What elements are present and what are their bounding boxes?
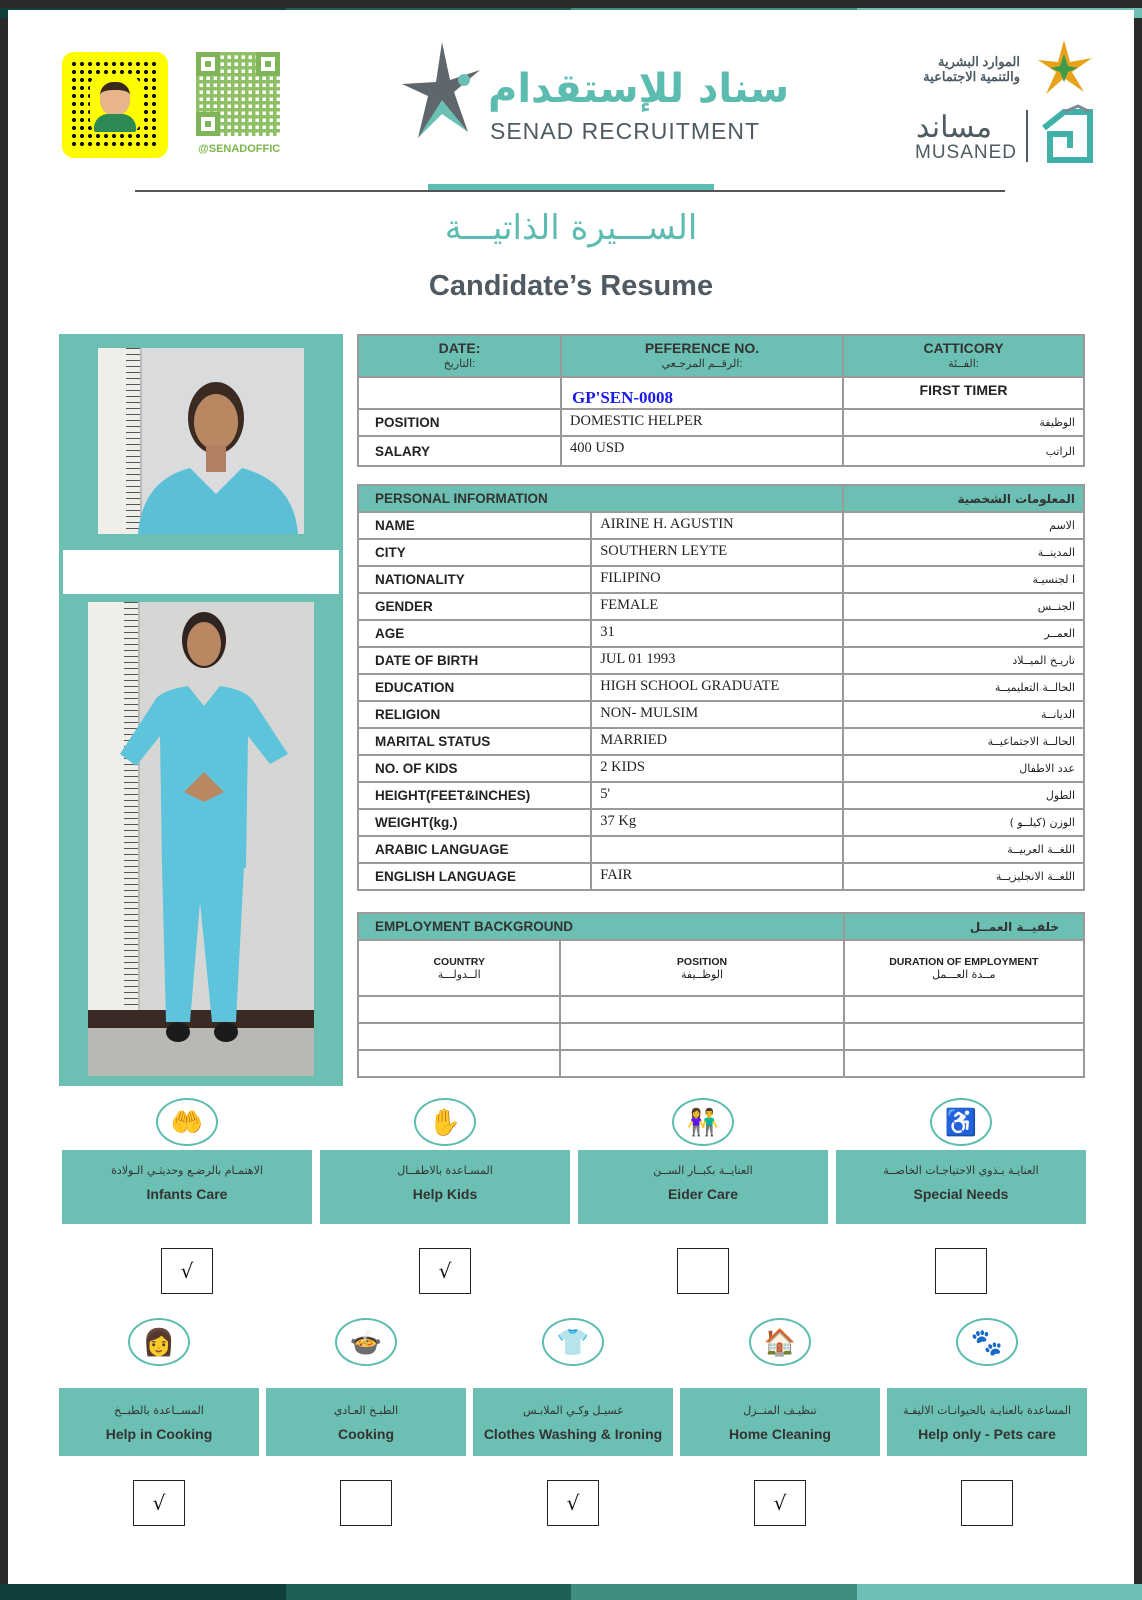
photo-gap bbox=[63, 550, 339, 594]
table-row: ENGLISH LANGUAGE FAIR اللغــة الانجليزيــة bbox=[358, 863, 1084, 890]
personal-info-table bbox=[357, 484, 1085, 891]
duration-header: DURATION OF EMPLOYMENT مــدة العـــمل bbox=[844, 940, 1084, 996]
header-accent bbox=[428, 184, 714, 190]
employment-table bbox=[357, 912, 1085, 1078]
reference-header: PEFERENCE NO. الرقــم المرجـعي: bbox=[561, 335, 843, 377]
snapcode-icon bbox=[62, 52, 168, 158]
hand-icon: ✋ bbox=[414, 1098, 476, 1146]
skill-checkbox[interactable]: √ bbox=[547, 1480, 599, 1526]
skill-checkbox[interactable]: √ bbox=[133, 1480, 185, 1526]
title-arabic: الســـيرة الذاتيـــة bbox=[444, 208, 698, 248]
portrait-photo bbox=[98, 348, 304, 534]
table-row: MARITAL STATUS MARRIED الحالــة الاجتماعيــة bbox=[358, 728, 1084, 755]
senad-logo-icon bbox=[402, 40, 482, 144]
position-header: POSITION الوظــيفة bbox=[560, 940, 843, 996]
skill-checkbox[interactable] bbox=[677, 1248, 729, 1294]
skill-checkbox[interactable] bbox=[340, 1480, 392, 1526]
reference-number: GP'SEN-0008 bbox=[561, 377, 843, 409]
skill-checkbox[interactable] bbox=[935, 1248, 987, 1294]
table-row: DATE OF BIRTH JUL 01 1993 تاريـخ الميــلاد bbox=[358, 647, 1084, 674]
skill-label: المسـاعدة بالاطفــال Help Kids bbox=[320, 1150, 570, 1224]
category-header: CATTICORY الفــئة: bbox=[843, 335, 1084, 377]
table-row: HEIGHT(FEET&INCHES) 5' الطول bbox=[358, 782, 1084, 809]
table-row: POSITION DOMESTIC HELPER الوظيفة bbox=[358, 409, 1084, 436]
pot-icon: 🍲 bbox=[335, 1318, 397, 1366]
baby-hands-icon: 🤲 bbox=[156, 1098, 218, 1146]
skill-label: غسيـل وكـي الملابـس Clothes Washing & Ironing bbox=[473, 1388, 673, 1456]
divider bbox=[1026, 110, 1028, 162]
qr-code-icon bbox=[196, 52, 280, 136]
wheelchair-icon: ♿ bbox=[930, 1098, 992, 1146]
table-row: NATIONALITY FILIPINO ا لجنسيـة bbox=[358, 566, 1084, 593]
skill-label: الاهتمـام بالرضـع وحديثـي الـولادة Infants Care bbox=[62, 1150, 312, 1224]
shirt-icon: 👕 bbox=[542, 1318, 604, 1366]
section-header: PERSONAL INFORMATION المعلومات الشخصية bbox=[358, 485, 1084, 512]
ministry-name: الموارد البشرية والتنمية الاجتماعية bbox=[923, 54, 1020, 84]
skill-label: المســاعدة بالطبــخ Help in Cooking bbox=[59, 1388, 259, 1456]
photo-panel bbox=[59, 334, 343, 1086]
employment-column-headers bbox=[358, 940, 1084, 996]
skill-checkbox[interactable]: √ bbox=[754, 1480, 806, 1526]
table-row: RELIGION NON- MULSIM الديانــة bbox=[358, 701, 1084, 728]
musaned-english: MUSANED bbox=[915, 142, 1018, 163]
category-value: FIRST TIMER bbox=[843, 377, 1084, 409]
date-value bbox=[358, 377, 561, 409]
ministry-logo-icon bbox=[1028, 38, 1100, 98]
table-row: WEIGHT(kg.) 37 Kg الوزن (كيلــو ) bbox=[358, 809, 1084, 836]
brand-name-english: SENAD RECRUITMENT bbox=[490, 118, 761, 144]
table-row bbox=[358, 996, 1084, 1023]
skill-label: العنايــة بكبــار الســن Eider Care bbox=[578, 1150, 828, 1224]
social-handle: @SENADOFFIC bbox=[198, 143, 281, 155]
header-divider bbox=[135, 190, 1005, 192]
reference-table bbox=[357, 334, 1085, 467]
skill-checkbox[interactable]: √ bbox=[419, 1248, 471, 1294]
full-body-photo bbox=[88, 602, 314, 1076]
section-header: EMPLOYMENT BACKGROUND خلفيــة العمــل bbox=[358, 913, 1084, 940]
table-row: EDUCATION HIGH SCHOOL GRADUATE الحالــة التعليميــة bbox=[358, 674, 1084, 701]
brand-name-arabic: سناد للإستقدام bbox=[488, 66, 790, 112]
skill-label: العنايـة بـذوي الاحتياجـات الخاصــة Special Needs bbox=[836, 1150, 1086, 1224]
pet-icon: 🐾 bbox=[956, 1318, 1018, 1366]
table-row bbox=[358, 1050, 1084, 1077]
skill-label: تنظيـف المنــزل Home Cleaning bbox=[680, 1388, 880, 1456]
chef-icon: 👩 bbox=[128, 1318, 190, 1366]
skill-label: المساعدة بالعنايـة بالحيوانـات الاليفـة Help only - Pets care bbox=[887, 1388, 1087, 1456]
table-row: CITY SOUTHERN LEYTE المدينــة bbox=[358, 539, 1084, 566]
table-row: SALARY 400 USD الراتب bbox=[358, 436, 1084, 466]
table-row bbox=[358, 1023, 1084, 1050]
table-row: ARABIC LANGUAGE اللغــة العربيــة bbox=[358, 836, 1084, 863]
skill-checkbox[interactable]: √ bbox=[161, 1248, 213, 1294]
table-row: AGE 31 العمــر bbox=[358, 620, 1084, 647]
bottom-color-bar bbox=[0, 1584, 1142, 1600]
skill-checkbox[interactable] bbox=[961, 1480, 1013, 1526]
table-row: NO. OF KIDS 2 KIDS عدد الاطفال bbox=[358, 755, 1084, 782]
country-header: COUNTRY الــدولـــة bbox=[358, 940, 560, 996]
house-clean-icon: 🏠 bbox=[749, 1318, 811, 1366]
table-row: NAME AIRINE H. AGUSTIN الاسم bbox=[358, 512, 1084, 539]
date-header: DATE: التاريخ: bbox=[358, 335, 561, 377]
musaned-arabic: مساند bbox=[916, 111, 993, 144]
skill-label: الطبـخ العـادي Cooking bbox=[266, 1388, 466, 1456]
musaned-logo-icon bbox=[1040, 104, 1094, 164]
table-row: GENDER FEMALE الجنــس bbox=[358, 593, 1084, 620]
elder-care-icon: 👫 bbox=[672, 1098, 734, 1146]
page-title: Candidate’s Resume bbox=[428, 270, 714, 302]
